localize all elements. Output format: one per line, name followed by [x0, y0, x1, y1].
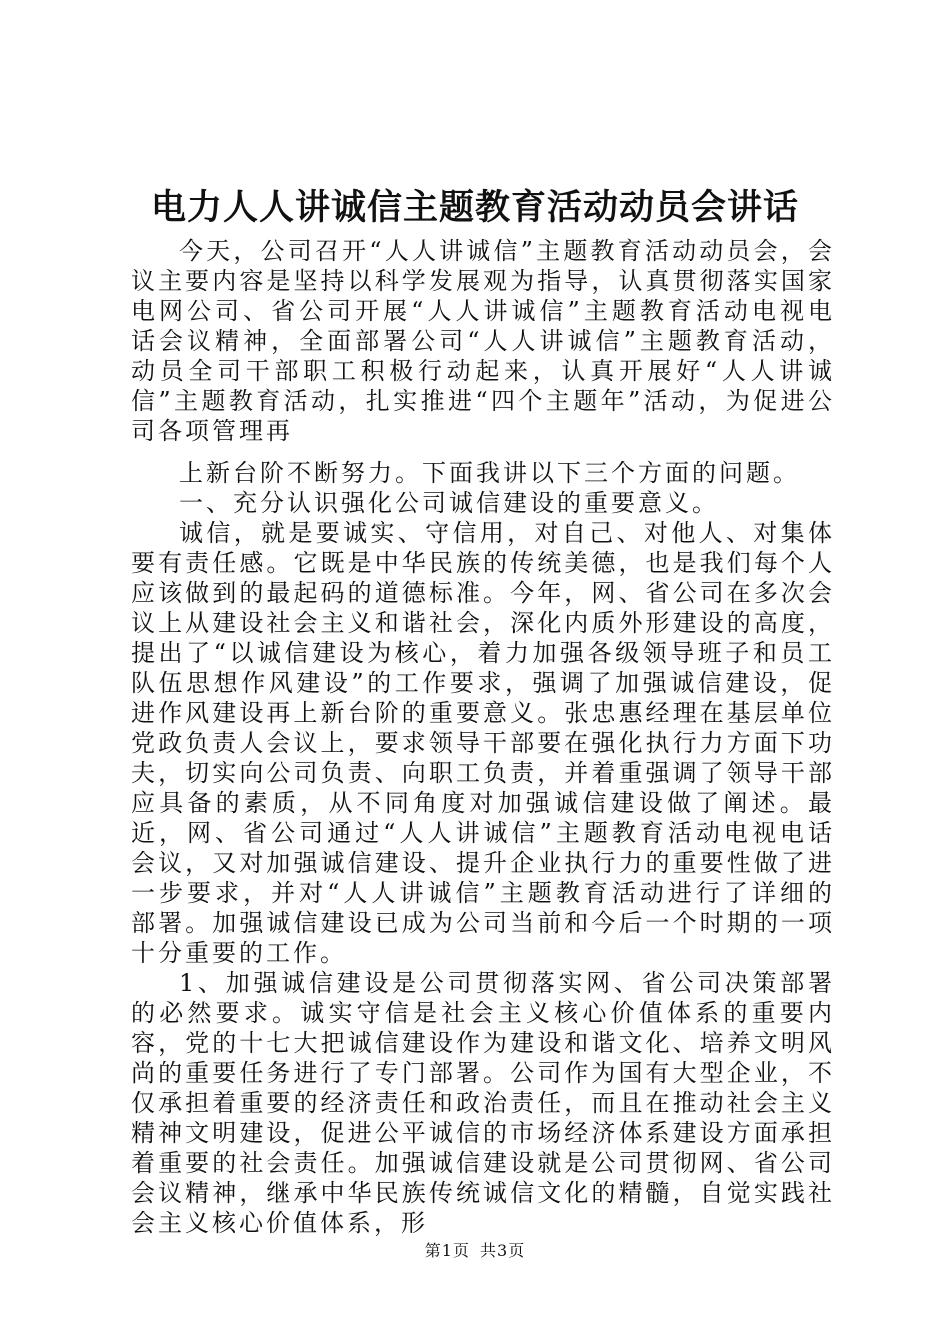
document-body: [131, 236, 835, 1238]
paragraph-integrity-definition: 诚信，就是要诚实、守信用，对自己、对他人、对集体要有责任感。它既是中华民族的传统美德，也是我们每个人应该做到的最起码的道德标准。今年，网、省公司在多次会议上从建设社会主义和谐社会，深化内质外形建设的高度，提出了“以诚信建设为核心，着力加强各级领导班子和员工队伍思想作风建设”的工作要求，强调了加强诚信建设，促进作风建设再上新台阶的重要意义。张忠惠经理在基层单位党政负责人会议上，要求领导干部要在强化执行力方面下功夫，切实向公司负责、向职工负责，并着重强调了领导干部应具备的素质，从不同角度对加强诚信建设做了阐述。最近，网、省公司通过“人人讲诚信”主题教育活动电视电话会议，又对加强诚信建设、提升企业执行力的重要性做了进一步要求，并对“人人讲诚信”主题教育活动进行了详细的部署。加强诚信建设已成为公司当前和今后一个时期的一项十分重要的工作。: [131, 519, 835, 967]
page-number: 第1页: [424, 1241, 470, 1260]
paragraph-intro-continued: 上新台阶不断努力。下面我讲以下三个方面的问题。: [179, 459, 800, 487]
section-heading-1: 一、充分认识强化公司诚信建设的重要意义。: [179, 489, 719, 517]
page-total: 共3页: [480, 1241, 526, 1260]
document-title: 电力人人讲诚信主题教育活动动员会讲话: [150, 187, 799, 228]
paragraph-point-1: 1、加强诚信建设是公司贯彻落实网、省公司决策部署的必然要求。诚实守信是社会主义核心价值体系的重要内容，党的十七大把诚信建设作为建设和谐文化、培养文明风尚的重要任务进行了专门部署。公司作为国有大型企业，不仅承担着重要的经济责任和政治责任，而且在推动社会主义精神文明建设，促进公平诚信的市场经济体系建设方面承担着重要的社会责任。加强诚信建设就是公司贯彻网、省公司会议精神，继承中华民族传统诚信文化的精髓，自觉实践社会主义核心价值体系，形: [131, 969, 835, 1237]
page-footer: [0, 1238, 950, 1261]
paragraph-intro: 今天，公司召开“人人讲诚信”主题教育活动动员会，会议主要内容是坚持以科学发展观为指导，认真贯彻落实国家电网公司、省公司开展“人人讲诚信”主题教育活动电视电话会议精神，全面部署公司“人人讲诚信”主题教育活动，动员全司干部职工积极行动起来，认真开展好“人人讲诚信”主题教育活动，扎实推进“四个主题年”活动，为促进公司各项管理再: [131, 237, 835, 445]
